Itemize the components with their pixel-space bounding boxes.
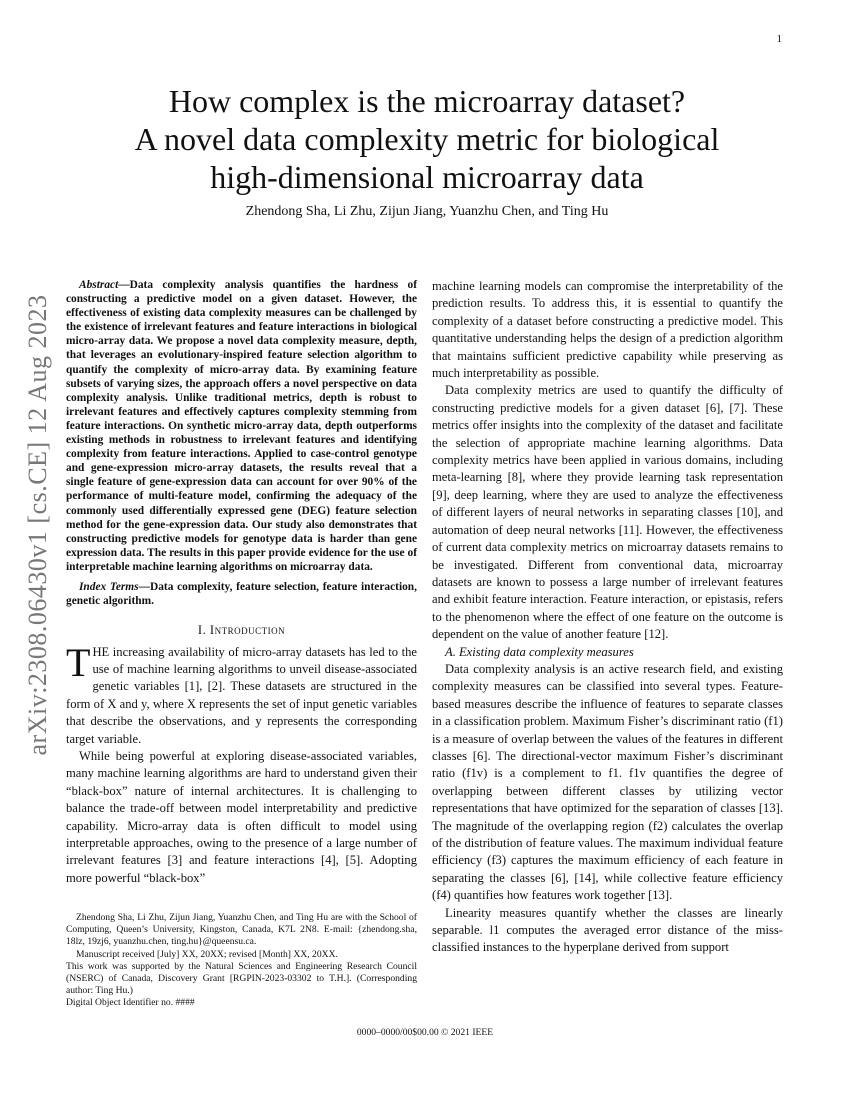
right-paragraph-4: Linearity measures quantify whether the classes are linearly separable. l1 computes the averaged error distance of the miss-classified instances to the hyperplane derived from support	[432, 905, 783, 955]
intro-paragraph-1-text: HE increasing availability of micro-array datasets has led to the use of machine learning algorithms to unveil disease-associated genetic variables [1], [2]. These datasets are structured in the form of X and y, where X represents the set of input genetic variables that describe the observations, and y represents the corresponding target variable.	[66, 644, 417, 746]
copyright-footer: 0000–0000/00$00.00 © 2021 IEEE	[356, 1027, 494, 1038]
page-number: 1	[776, 33, 782, 45]
footnote-doi: Digital Object Identifier no. ####	[66, 997, 195, 1009]
index-terms	[66, 580, 417, 608]
index-terms-label: Index Terms	[79, 580, 139, 593]
left-column	[66, 278, 417, 887]
abstract	[66, 278, 417, 574]
drop-cap: T	[66, 639, 91, 685]
arxiv-stamp[interactable]	[8, 290, 68, 760]
title-line-3: high-dimensional microarray data	[210, 159, 644, 195]
title-line-1: How complex is the microarray dataset?	[168, 83, 686, 119]
section-heading-introduction: I. Introduction	[197, 623, 286, 638]
footnote-affiliation: Zhendong Sha, Li Zhu, Zijun Jiang, Yuanzhu Chen, and Ting Hu are with the School of Computing, Queen’s University, Kingston, Canada, K7L 2N8. E-mail: {zhendong.sha, 18lz, 19zj6, yuanzhu.chen, ting.hu}@queensu.ca.	[66, 912, 417, 948]
footnote-manuscript: Manuscript received [July] XX, 20XX; revised [Month] XX, 20XX.	[76, 948, 338, 960]
right-paragraph-3: Data complexity analysis is an active research field, and existing complexity measures can be classified into several types. Feature-based measures describe the influence of features to separate classes in a classification problem. Maximum Fisher’s discriminant ratio (f1) is a measure of overlap between the values of the features in different classes [6]. The directional-vector maximum Fisher’s discriminant ratio (f1v) is a complement to f1. f1v quantifies the degree of overlapping between different classes by utilizing vector representations that have optimized for the separation of classes [13]. The magnitude of the overlapping region (f2) calculates the overlap of the distribution of feature values. The maximum individual feature efficiency (f3) captures the maximum efficiency of each feature in separating the classes [6], [14], while collective feature efficiency (f4) quantifies how features work together [13].	[432, 661, 783, 903]
right-column	[432, 278, 783, 957]
intro-paragraph-1	[66, 639, 417, 748]
right-paragraph-2: Data complexity metrics are used to quantify the difficulty of constructing predictive models for a given dataset [6], [7]. These metrics offer insights into the complexity of the dataset and facilitate the selection of appropriate machine learning algorithms. Data complexity metrics have been applied in various domains, including meta-learning [8], where they provide learning task representation [9], deep learning, where they are used to analyze the effectiveness of different layers of neural networks in separating classes [10], and automation of deep neural networks [11]. However, the effectiveness of current data complexity metrics on microarray datasets remains to be investigated. Different from conventional data, microarray datasets are known to possess a large number of irrelevant features and exhibit feature interaction. Feature interaction, or epistasis, refers to the phenomenon where the effect of one feature on the outcome is dependent on the value of another feature [12].	[432, 383, 783, 642]
authors: Zhendong Sha, Li Zhu, Zijun Jiang, Yuanzhu Chen, and Ting Hu	[245, 204, 609, 219]
title-line-2: A novel data complexity metric for biological	[134, 121, 720, 157]
right-paragraph-1: machine learning models can compromise the interpretability of the prediction results. To address this, it is essential to quantify the complexity of a dataset before constructing a predictive model. This quantitative understanding helps the design of a prediction algorithm that maintains sufficient predictive capability while preserving as much interpretability as possible.	[432, 279, 783, 381]
paper-title	[70, 82, 784, 196]
subsection-heading-existing-measures: A. Existing data complexity measures	[445, 644, 634, 659]
abstract-label: Abstract	[79, 279, 119, 291]
intro-paragraph-2: While being powerful at exploring disease-associated variables, many machine learning algorithms are hard to understand given their “black-box” nature of internal architectures. It is challenging to balance the trade-off between model interpretability and predictive capability. Micro-array data is often difficult to model using interpretable approaches, owing to the presence of a large number of irrelevant features [3] and feature interactions [4], [5]. Adopting more powerful “black-box”	[66, 749, 417, 885]
abstract-text: —Data complexity analysis quantifies the hardness of constructing a predictive model on a given dataset. However, the effectiveness of existing data complexity measures can be challenged by the existence of irrelevant features and feature interactions in biological micro-array data. We propose a novel data complexity measure, depth, that leverages an evolutionary-inspired feature selection algorithm to quantify the complexity of micro-array data. By examining feature subsets of varying sizes, the approach offers a novel perspective on data complexity analysis. Unlike traditional metrics, depth is robust to irrelevant features and effectively captures complexity stemming from feature interactions. On synthetic micro-array data, depth outperforms existing methods in robustness to irrelevant features and identifying complexity from feature interactions. Applied to case-control genotype and gene-expression micro-array datasets, the results reveal that a single feature of gene-expression data can account for over 90% of the performance of multi-feature model, confirming the adequacy of the commonly used differentially expressed gene (DEG) feature selection method for the gene-expression data. Our study also demonstrates that constructing predictive models for genotype data is harder than gene expression data. The results in this paper provide evidence for the use of interpretable machine learning algorithms on microarray data.	[66, 279, 417, 573]
arxiv-stamp-text: arXiv:2308.06430v1 [cs.CE] 12 Aug 2023	[23, 294, 52, 756]
index-terms-text: —Data complexity, feature selection, feature interaction, genetic algorithm.	[66, 580, 417, 608]
footnote-funding: This work was supported by the Natural Sciences and Engineering Research Council (NSERC) of Canada, Discovery Grant [RGPIN-2023-03302 to T.H.]. (Corresponding author: Ting Hu.)	[66, 960, 417, 997]
footnote	[66, 912, 417, 1010]
